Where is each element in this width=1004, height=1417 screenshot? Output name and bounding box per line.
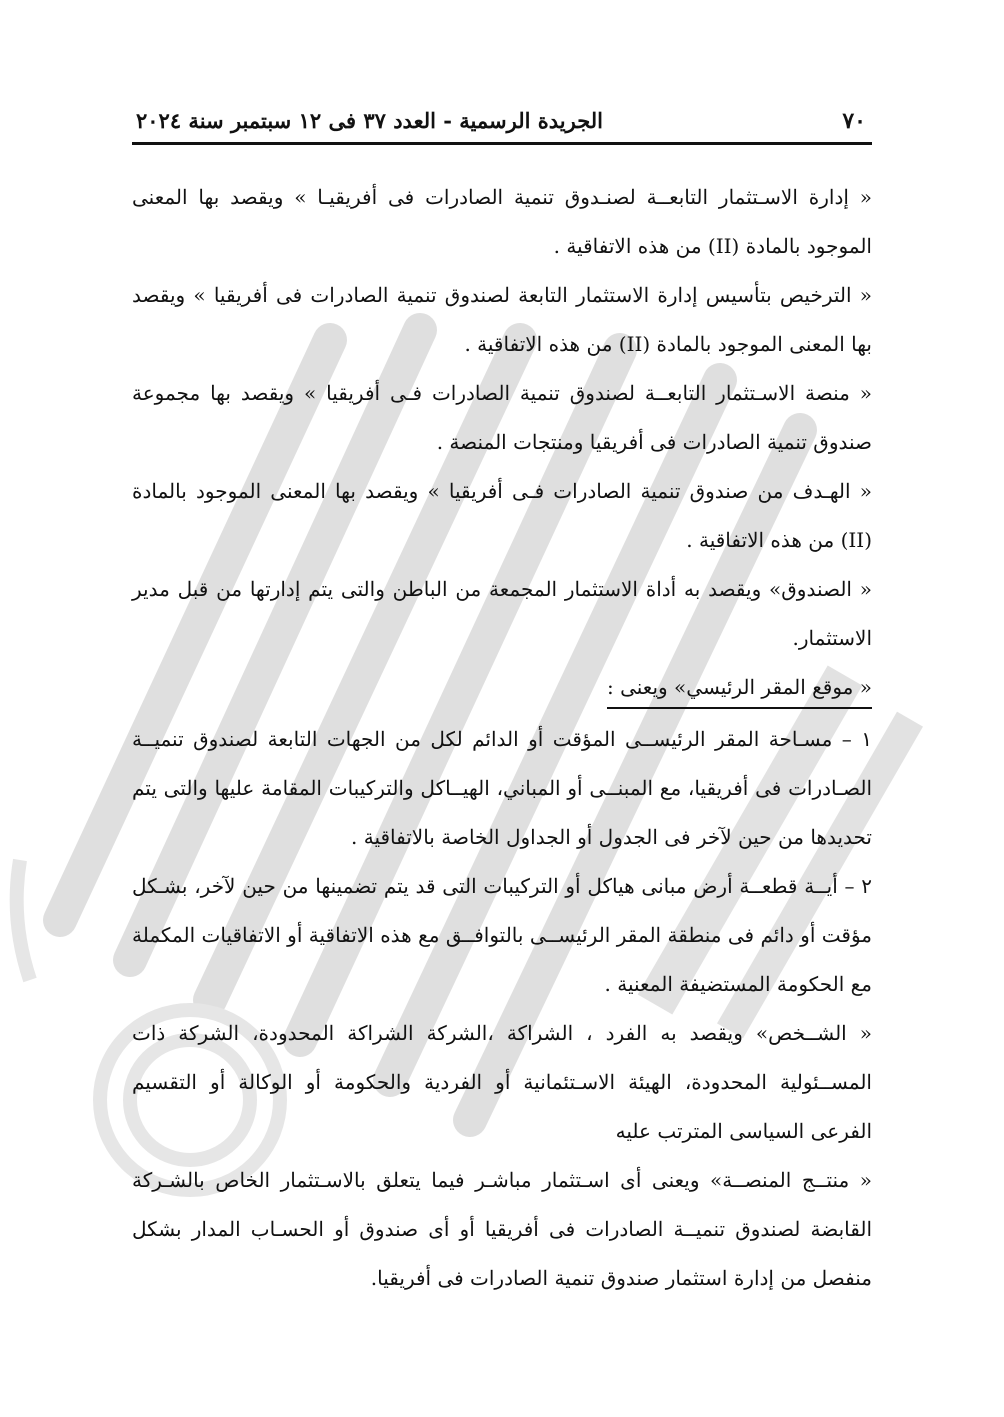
document-page bbox=[132, 108, 872, 1303]
header-title: الجريدة الرسمية - العدد ٣٧ فى ١٢ سبتمبر سنة ٢٠٢٤ bbox=[136, 108, 603, 133]
subheading-line bbox=[132, 663, 872, 715]
definition-paragraph: « الصندوق» ويقصد به أداة الاستثمار المجمعة من الباطن والتى يتم إدارتها من قبل مدير الاستثمار. bbox=[132, 577, 872, 650]
definition-paragraph: ١ – مسـاحة المقر الرئيســى المؤقت أو الدائم لكل من الجهات التابعة لصندوق تنميــة الصـادرات فى أفريقيا، مع المبنــى أو المباني، الهيــاكل والتركيبات المقامة عليها والتى يتم تحديدها من حين لآخر فى الجدول أو الجداول الخاصة بالاتفاقية . bbox=[132, 727, 872, 849]
page-number: ٧٠ bbox=[842, 108, 866, 134]
document-body bbox=[132, 173, 872, 1303]
definition-paragraph: « الترخيص بتأسيس إدارة الاستثمار التابعة لصندوق تنمية الصادرات فى أفريقيا » ويقصد بها المعنى الموجود بالمادة (II) من هذه الاتفاقية . bbox=[132, 283, 872, 356]
definition-paragraph: « منصة الاسـتثمار التابعــة لصندوق تنمية الصادرات فـى أفريقيا » ويقصد بها مجموعة صندوق تنمية الصادرات فى أفريقيا ومنتجات المنصة . bbox=[132, 381, 872, 454]
running-header bbox=[132, 108, 872, 145]
subheading: « موقع المقر الرئيسي» ويعنى : bbox=[607, 667, 872, 709]
definition-paragraph: « إدارة الاسـتثمار التابعــة لصنـدوق تنمية الصادرات فى أفريقيـا » ويقصد بها المعنى الموجود بالمادة (II) من هذه الاتفاقية . bbox=[132, 185, 872, 258]
definition-paragraph: « منتــج المنصــة» ويعنى أى اسـتثمار مباشـر فيما يتعلق بالاسـتثمار الخاص بالشـركة القابضة لصندوق تنميــة الصادرات فى أفريقيا أو أى صندوق أو الحسـاب المدار بشكل منفصل من إدارة استثمار صندوق تنمية الصادرات فى أفريقيا. bbox=[132, 1168, 872, 1290]
definition-paragraph: « الهـدف من صندوق تنمية الصادرات فـى أفريقيا » ويقصد بها المعنى الموجود بالمادة (II) من هذه الاتفاقية . bbox=[132, 479, 872, 552]
definition-paragraph: ٢ – أيــة قطعــة أرض مبانى هياكل أو التركيبات التى قد يتم تضمينها من حين لآخر، بشـكل مؤقت أو دائم فى منطقة المقر الرئيســى بالتوافــق مع هذه الاتفاقية أو الاتفاقيات المكملة مع الحكومة المستضيفة المعنية . bbox=[132, 874, 872, 996]
definition-paragraph: « الشــخص» ويقصد به الفرد ، الشراكة ،الشركة الشراكة المحدودة، الشركة ذات المســئولية المحدودة، الهيئة الاسـتئمانية أو الفردية والحكومة أو الوكالة أو التقسيم الفرعى السياسى المترتب عليه bbox=[132, 1021, 872, 1143]
